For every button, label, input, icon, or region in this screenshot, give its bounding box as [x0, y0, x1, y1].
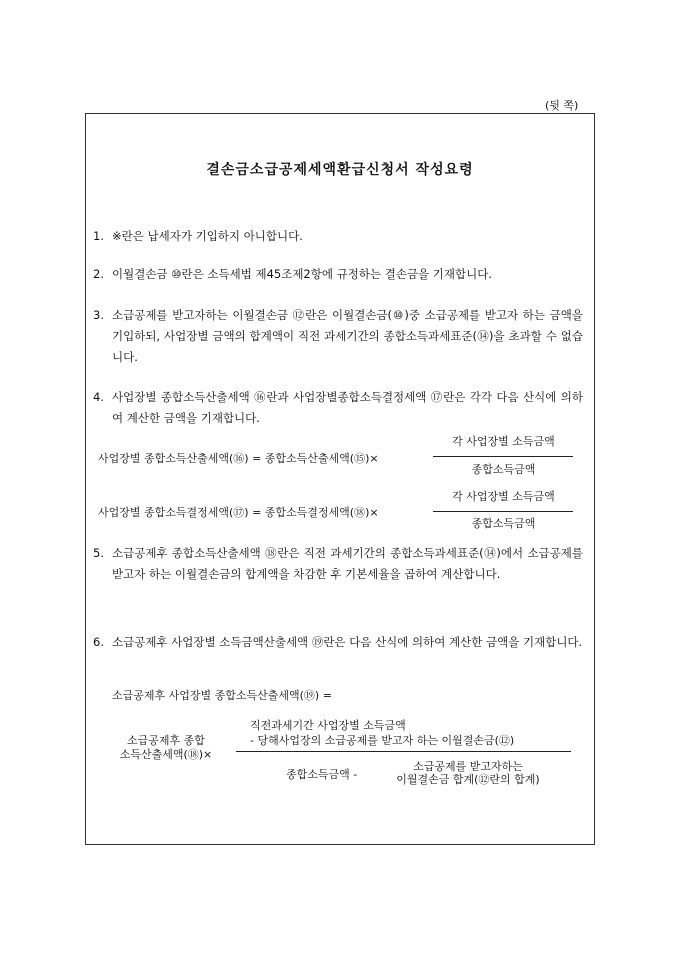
- formula-denominator-main: 종합소득금액 -: [286, 768, 358, 781]
- page-side-label: (뒷 쪽): [545, 99, 579, 112]
- instruction-item-4: [93, 387, 583, 429]
- item-number: 1.: [93, 229, 104, 243]
- instruction-item-2: [93, 264, 583, 285]
- item-text: 이월결손금 ⑩란은 소득세법 제45조제2항에 규정하는 결손금을 기재합니다.: [112, 267, 493, 281]
- formula-lhs-line2: 소득산출세액(⑱)×: [119, 748, 213, 761]
- item-text: 사업장별 종합소득산출세액 ⑯란과 사업장별종합소득결정세액 ⑰란은 각각 다음 산식에 의하여 계산한 금액을 기재합니다.: [112, 390, 583, 425]
- page-title: 결손금소급공제세액환급신청서 작성요령: [206, 162, 474, 178]
- formula-lhs: 사업장별 종합소득산출세액(⑯) = 종합소득산출세액(⑮)×: [98, 452, 379, 465]
- fraction-line: [433, 511, 573, 512]
- item-text: 소급공제후 사업장별 소득금액산출세액 ⑲란은 다음 산식에 의하여 계산한 금액을 기재합니다.: [112, 635, 583, 649]
- document-frame: [85, 113, 595, 845]
- formula-numerator-line2: - 당해사업장의 소급공제를 받고자 하는 이월결손금(⑫): [250, 734, 515, 747]
- item-text: ※란은 납세자가 기입하지 아니합니다.: [112, 229, 303, 243]
- formula-header: 소급공제후 사업장별 종합소득산출세액(⑲) =: [112, 689, 332, 702]
- formula-numerator-line1: 직전과세기간 사업장별 소득금액: [250, 719, 406, 732]
- instruction-item-1: [93, 226, 583, 247]
- formula-denominator: 종합소득금액: [471, 463, 536, 476]
- formula-numerator: 각 사업장별 소득금액: [452, 435, 555, 448]
- formula-lhs: 사업장별 종합소득결정세액(⑰) = 종합소득결정세액(⑱)×: [98, 506, 379, 519]
- instruction-item-6: [93, 632, 583, 653]
- item-text: 소급공제후 종합소득산출세액 ⑱란은 직전 과세기간의 종합소득과세표준(⑭)에서 소급공제를 받고자 하는 이월결손금의 합계액을 차감한 후 기본세율을 곱하여 계산합니다.: [112, 546, 583, 581]
- item-number: 4.: [93, 390, 104, 404]
- item-text: 소급공제를 받고자하는 이월결손금 ⑫란은 이월결손금(⑩)중 소급공제를 받고자 하는 금액을 기입하되, 사업장별 금액의 합계액이 직전 과세기간의 종합소득과세표준(⑭)을 초과할 수 없습니다.: [112, 308, 583, 364]
- fraction-line: [236, 751, 571, 752]
- formula-numerator: 각 사업장별 소득금액: [452, 490, 555, 503]
- formula-denominator-sub1: 소급공제를 받고자하는: [413, 760, 523, 773]
- formula-lhs-line1: 소급공제후 종합: [127, 734, 205, 747]
- item-number: 6.: [93, 635, 104, 649]
- item-number: 3.: [93, 308, 104, 322]
- instruction-item-5: [93, 543, 583, 585]
- formula-denominator: 종합소득금액: [471, 517, 536, 530]
- item-number: 5.: [93, 546, 104, 560]
- instruction-item-3: [93, 305, 583, 368]
- item-number: 2.: [93, 267, 104, 281]
- fraction-line: [433, 456, 573, 457]
- formula-denominator-sub2: 이월결손금 합계(⑫란의 합계): [396, 773, 540, 786]
